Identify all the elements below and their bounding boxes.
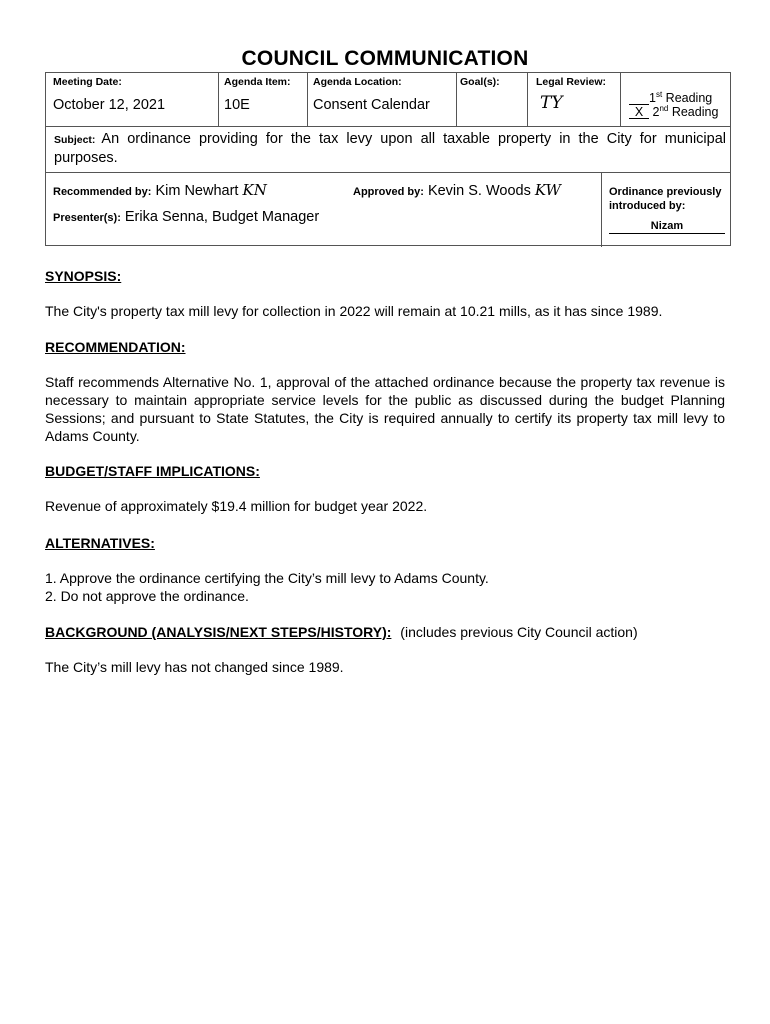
reading-1-mark <box>629 91 649 105</box>
header-table <box>45 72 731 246</box>
background-text: The City’s mill levy has not changed since 1989. <box>45 659 344 675</box>
ordinance-introduced <box>609 185 721 213</box>
synopsis-section <box>45 267 725 320</box>
background-heading: BACKGROUND (ANALYSIS/NEXT STEPS/HISTORY): <box>45 624 392 640</box>
list-item: 2. Do not approve the ordinance. <box>45 588 249 604</box>
budget-text: Revenue of approximately $19.4 million for budget year 2022. <box>45 498 428 514</box>
presenter-label: Presenter(s): <box>53 212 121 224</box>
alternatives-heading: ALTERNATIVES: <box>45 535 155 551</box>
recommended-initials: KN <box>242 181 267 199</box>
divider <box>218 73 219 126</box>
background-section <box>45 623 725 676</box>
agenda-item-value: 10E <box>224 97 250 113</box>
presenter <box>53 209 319 225</box>
legal-review-label: Legal Review: <box>536 76 607 88</box>
approved-name: Kevin S. Woods <box>427 183 531 199</box>
agenda-location-label: Agenda Location: <box>313 76 402 88</box>
goals-label: Goal(s): <box>460 76 500 88</box>
subject-label: Subject: <box>54 134 96 146</box>
synopsis-text: The City's property tax mill levy for collection in 2022 will remain at 10.21 mills, as it has since 1989. <box>45 303 663 319</box>
divider <box>46 126 730 127</box>
reading-2-num: 2 <box>652 105 660 119</box>
reading-1-num: 1 <box>649 91 656 105</box>
agenda-item-label: Agenda Item: <box>224 76 291 88</box>
approved-by <box>353 181 561 199</box>
subject-row <box>54 130 726 167</box>
alternatives-list <box>45 569 725 605</box>
divider <box>527 73 528 126</box>
reading-2-mark: X <box>629 105 649 119</box>
divider <box>601 172 602 247</box>
ordinance-introducer: Nizam <box>609 220 725 234</box>
divider <box>46 172 730 173</box>
synopsis-heading: SYNOPSIS: <box>45 268 122 284</box>
list-item: 1. Approve the ordinance certifying the City’s mill levy to Adams County. <box>45 570 489 586</box>
alternatives-section <box>45 534 725 605</box>
page-title: COUNCIL COMMUNICATION <box>241 47 529 70</box>
recommended-name: Kim Newhart <box>155 183 239 199</box>
background-note: (includes previous City Council action) <box>400 624 638 640</box>
budget-section <box>45 462 725 515</box>
recommendation-text: Staff recommends Alternative No. 1, approval of the attached ordinance because the property tax revenue is necessary to maintain appropriate service levels for the public as discussed during the budget Planning Sessions; and pursuant to State Statutes, the City is required annually to certify its property tax mill levy to Adams County. <box>45 374 725 444</box>
recommendation-heading: RECOMMENDATION: <box>45 339 186 355</box>
budget-heading: BUDGET/STAFF IMPLICATIONS: <box>45 463 260 479</box>
approved-label: Approved by: <box>353 186 424 198</box>
legal-review-initials: TY <box>540 93 563 113</box>
ordinance-label-2: introduced by: <box>609 200 686 212</box>
ordinance-label-1: Ordinance previously <box>609 186 722 198</box>
meeting-date-value: October 12, 2021 <box>53 97 166 113</box>
reading-1-sup: st <box>655 89 663 99</box>
divider <box>620 73 621 126</box>
meeting-date-label: Meeting Date: <box>53 76 122 88</box>
divider <box>307 73 308 126</box>
divider <box>456 73 457 126</box>
reading-1-label: Reading <box>665 91 713 105</box>
subject-text: An ordinance providing for the tax levy upon all taxable property in the City for municipal purposes. <box>54 131 726 166</box>
agenda-location-value: Consent Calendar <box>313 97 430 113</box>
approved-initials: KW <box>534 181 561 199</box>
reading-2-line <box>629 105 718 119</box>
recommended-label: Recommended by: <box>53 186 152 198</box>
recommendation-section <box>45 338 725 445</box>
presenter-name: Erika Senna, Budget Manager <box>124 209 320 225</box>
recommended-by <box>53 181 267 199</box>
reading-2-sup: nd <box>659 103 669 113</box>
reading-2-label: Reading <box>671 105 719 119</box>
reading-1-line <box>629 91 712 105</box>
